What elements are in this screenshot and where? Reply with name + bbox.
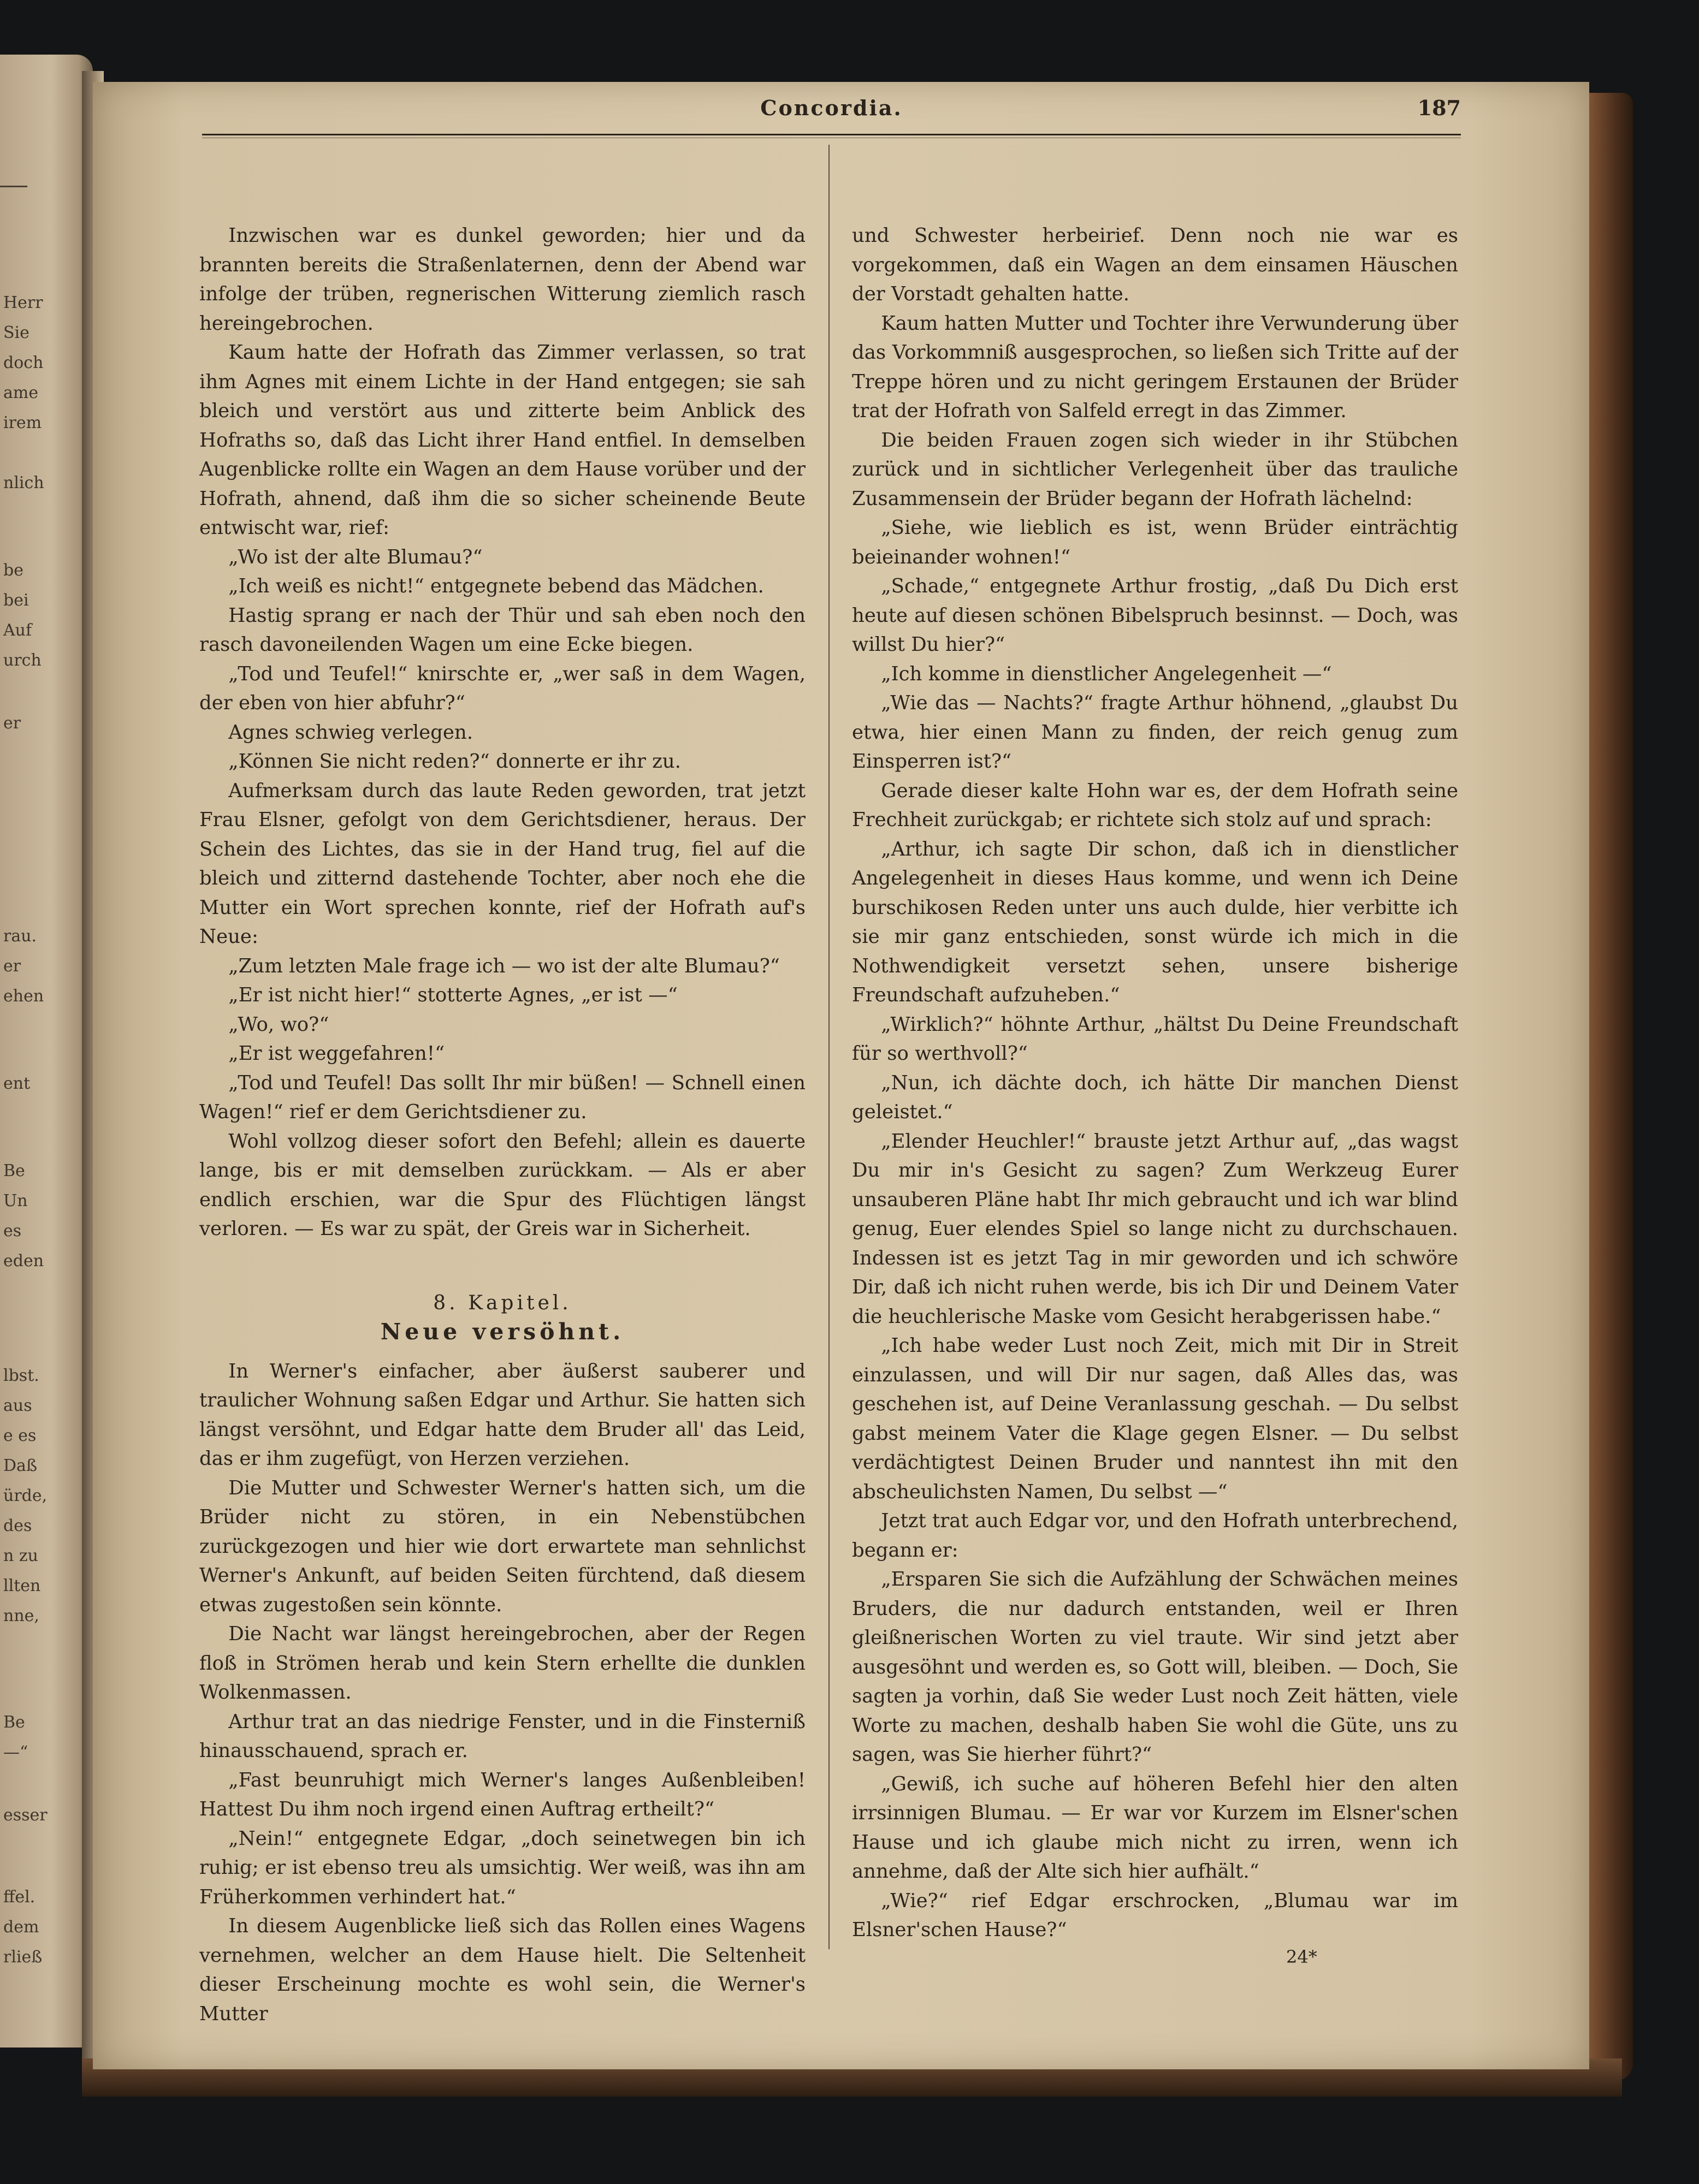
page-header xyxy=(202,96,1461,128)
paragraph: „Arthur, ich sagte Dir schon, daß ich in dienstlicher Angelegenheit in dieses Haus komme, und wenn ich Deine burschikosen Reden unter uns auch dulde, hier verbitte ich sie mir ganz entschieden, sonst würde ich mich in die Nothwendigkeit versetzt sehen, unsere bisherige Freundschaft aufzuheben.“ xyxy=(852,838,1458,1006)
paragraph: Gerade dieser kalte Hohn war es, der dem Hofrath seine Frechheit zurückgab; er richtete sich stolz auf und sprach: xyxy=(852,779,1458,831)
paragraph: „Schade,“ entgegnete Arthur frostig, „daß Du Dich erst heute auf diesen schönen Bibelspruch besinnst. — Doch, was willst Du hier?“ xyxy=(852,575,1458,656)
margin-fragment: n zu xyxy=(3,1546,38,1565)
paragraph: Wohl vollzog dieser sofort den Befehl; allein es dauerte lange, bis er mit demselben zurückkam. — Als er aber endlich erschien, war die Spur des Flüchtigen längst verloren. — Es war zu spät, der Greis war in Sicherheit. xyxy=(199,1130,806,1240)
margin-fragment: e es xyxy=(3,1426,37,1445)
paragraph: Agnes schwieg verlegen. xyxy=(228,721,473,744)
left-facing-page xyxy=(0,55,93,2048)
paragraph: „Wo ist der alte Blumau?“ xyxy=(228,545,483,568)
margin-fragment: Auf xyxy=(3,621,32,640)
margin-fragment: Sie xyxy=(3,323,29,342)
paragraph: „Wirklich?“ höhnte Arthur, „hältst Du Deine Freundschaft für so werthvoll?“ xyxy=(852,1013,1458,1065)
paragraph: „Er ist weggefahren!“ xyxy=(228,1042,445,1065)
margin-fragment: es xyxy=(3,1221,22,1241)
margin-fragment: doch xyxy=(3,353,44,372)
chapter-title: Neue versöhnt. xyxy=(380,1319,625,1345)
paragraph: „Siehe, wie lieblich es ist, wenn Brüder einträchtig beieinander wohnen!“ xyxy=(852,517,1458,568)
column-divider xyxy=(828,145,830,1949)
margin-fragment: rließ xyxy=(3,1948,43,1967)
paragraph: Jetzt trat auch Edgar vor, und den Hofrath unterbrechend, begann er: xyxy=(852,1510,1458,1562)
paragraph: Die beiden Frauen zogen sich wieder in ihr Stübchen zurück und in sichtlicher Verlegenheit über das trauliche Zusammensein der Brüder begann der Hofrath lächelnd: xyxy=(852,429,1458,510)
margin-fragment: ent xyxy=(3,1074,31,1093)
margin-fragment: llten xyxy=(3,1576,41,1595)
margin-fragment: Herr xyxy=(3,293,43,312)
margin-fragment: Be xyxy=(3,1161,25,1180)
margin-fragment: eden xyxy=(3,1251,44,1271)
paragraph: „Wie?“ rief Edgar erschrocken, „Blumau war im Elsner'schen Hause?“ xyxy=(852,1889,1458,1941)
right-text-column xyxy=(852,221,1458,1945)
paragraph: „Tod und Teufel!“ knirschte er, „wer saß in dem Wagen, der eben von hier abfuhr?“ xyxy=(199,662,806,714)
paragraph: Arthur trat an das niedrige Fenster, und in die Finsterniß hinausschauend, sprach er. xyxy=(199,1710,806,1762)
margin-fragment: nne, xyxy=(3,1606,39,1625)
paragraph: „Ich weiß es nicht!“ entgegnete bebend das Mädchen. xyxy=(228,575,764,597)
page-number: 187 xyxy=(1417,96,1461,120)
signature-mark: 24* xyxy=(1286,1946,1317,1967)
paragraph: Kaum hatte der Hofrath das Zimmer verlassen, so trat ihm Agnes mit einem Lichte in der Hand entgegen; sie sah bleich und verstört aus und zitterte beim Anblick des Hofraths so, daß das Licht ihrer Hand entfiel. In demselben Augenblicke rollte ein Wagen an dem Hause vorüber und der Hofrath, ahnend, daß ihm die so sicher scheinende Beute entwischt war, rief: xyxy=(199,341,806,539)
margin-fragment: er xyxy=(3,957,21,976)
paragraph: Kaum hatten Mutter und Tochter ihre Verwunderung über das Vorkommniß ausgesprochen, so ließen sich Tritte auf der Treppe hören und zu nicht geringem Erstaunen der Brüder trat der Hofrath von Salfeld erregt in das Zimmer. xyxy=(852,312,1458,422)
paragraph: In diesem Augenblicke ließ sich das Rollen eines Wagens vernehmen, welcher an dem Hause hielt. Die Seltenheit dieser Erscheinung mochte es wohl sein, die Werner's Mutter xyxy=(199,1915,806,2025)
margin-fragment: Daß xyxy=(3,1456,37,1475)
margin-fragment: nlich xyxy=(3,473,44,492)
margin-fragment: be xyxy=(3,561,23,580)
margin-fragment: rau. xyxy=(3,927,37,946)
margin-fragment: ürde, xyxy=(3,1486,48,1505)
running-title: Concordia. xyxy=(760,96,903,120)
margin-fragment: —“ xyxy=(3,1743,28,1762)
paragraph: „Er ist nicht hier!“ stotterte Agnes, „er ist —“ xyxy=(228,984,678,1006)
margin-fragment: irem xyxy=(3,413,42,432)
margin-fragment: esser xyxy=(3,1806,48,1825)
margin-fragment: urch xyxy=(3,651,42,670)
left-page-rule xyxy=(0,186,27,187)
paragraph: Inzwischen war es dunkel geworden; hier und da brannten bereits die Straßenlaternen, denn der Abend war infolge der trüben, regnerischen Witterung ziemlich rasch hereingebrochen. xyxy=(199,224,806,335)
margin-fragment: er xyxy=(3,714,21,733)
paragraph: „Nein!“ entgegnete Edgar, „doch seinetwegen bin ich ruhig; er ist ebenso treu als umsichtig. Wer weiß, was ihn am Früherkommen verhindert hat.“ xyxy=(199,1827,806,1908)
margin-fragment: Un xyxy=(3,1191,28,1210)
paragraph: „Ich komme in dienstlicher Angelegenheit —“ xyxy=(881,662,1332,685)
paragraph: „Ersparen Sie sich die Aufzählung der Schwächen meines Bruders, die nur dadurch entstanden, weil er Ihren gleißnerischen Worten zu viel traute. Wir sind jetzt aber ausgesöhnt und werden es, so Gott will, bleiben. — Doch, Sie sagten ja vorhin, daß Sie weder Lust noch Zeit hätten, viele Worte zu machen, deshalb haben Sie wohl die Güte, uns zu sagen, was Sie hierher führt?“ xyxy=(852,1568,1458,1766)
margin-fragment: lbst. xyxy=(3,1366,39,1385)
margin-fragment: dem xyxy=(3,1918,39,1937)
paragraph-continued: und Schwester herbeirief. Denn noch nie war es vorgekommen, daß ein Wagen an dem einsamen Häuschen der Vorstadt gehalten hatte. xyxy=(852,224,1458,305)
paragraph: Hastig sprang er nach der Thür und sah eben noch den rasch davoneilenden Wagen um eine Ecke biegen. xyxy=(199,604,806,656)
paragraph: „Elender Heuchler!“ brauste jetzt Arthur auf, „das wagst Du mir in's Gesicht zu sagen? Zum Werkzeug Eurer unsauberen Pläne habt Ihr mich gebraucht und ich war blind genug, Euer elendes Spiel so lange nicht zu durchschauen. Indessen ist es jetzt Tag in mir geworden und ich schwöre Dir, daß ich nicht ruhen werde, bis ich Dir und Deinem Vater die heuchlerische Maske vom Gesicht herabgerissen habe.“ xyxy=(852,1130,1458,1328)
paragraph: Die Mutter und Schwester Werner's hatten sich, um die Brüder nicht zu stören, in ein Nebenstübchen zurückgezogen und hier wie dort erwartete man sehnlichst Werner's Ankunft, auf beiden Seiten fürchtend, daß diesem etwas zugestoßen sein könnte. xyxy=(199,1476,806,1616)
paragraph: In Werner's einfacher, aber äußerst sauberer und traulicher Wohnung saßen Edgar und Arthur. Sie hatten sich längst versöhnt, und Edgar hatte dem Bruder all' das Leid, das er ihm zugefügt, von Herzen verziehen. xyxy=(199,1360,806,1470)
paragraph: Aufmerksam durch das laute Reden geworden, trat jetzt Frau Elsner, gefolgt von dem Gerichtsdiener, heraus. Der Schein des Lichtes, das sie in der Hand trug, fiel auf die bleich und zitternd dastehende Tochter, aber noch ehe die Mutter ein Wort sprechen konnte, rief der Hofrath auf's Neue: xyxy=(199,779,806,948)
margin-fragment: Be xyxy=(3,1713,25,1732)
paragraph: Die Nacht war längst hereingebrochen, aber der Regen floß in Strömen herab und kein Stern erhellte die dunklen Wolkenmassen. xyxy=(199,1623,806,1704)
paragraph: „Ich habe weder Lust noch Zeit, mich mit Dir in Streit einzulassen, und will Dir nur sagen, daß Alles das, was geschehen ist, auf Deine Veranlassung geschah. — Du selbst gabst meinem Vater die Klage gegen Elsner. — Du selbst verdächtigtest Deinen Bruder und nanntest ihn mit den abscheulichsten Namen, Du selbst —“ xyxy=(852,1334,1458,1503)
paragraph: „Wie das — Nachts?“ fragte Arthur höhnend, „glaubst Du etwa, hier einen Mann zu finden, der reich genug zum Einsperren ist?“ xyxy=(852,692,1458,773)
margin-fragment: aus xyxy=(3,1396,32,1415)
paragraph: „Können Sie nicht reden?“ donnerte er ihr zu. xyxy=(228,750,681,773)
paragraph: „Wo, wo?“ xyxy=(228,1013,329,1036)
paragraph: „Nun, ich dächte doch, ich hätte Dir manchen Dienst geleistet.“ xyxy=(852,1071,1458,1123)
margin-fragment: ame xyxy=(3,383,39,402)
margin-fragment: ffel. xyxy=(3,1888,35,1907)
margin-fragment: ehen xyxy=(3,987,44,1006)
paragraph: „Gewiß, ich suche auf höheren Befehl hier den alten irrsinnigen Blumau. — Er war vor Kurzem im Elsner'schen Hause und ich glaube mich nicht zu irren, wenn ich annehme, daß der Alte sich hier aufhält.“ xyxy=(852,1772,1458,1883)
header-rule xyxy=(202,134,1461,135)
left-text-column xyxy=(199,221,806,2028)
margin-fragment: bei xyxy=(3,591,29,610)
chapter-number: 8. Kapitel. xyxy=(433,1291,572,1314)
paragraph: „Tod und Teufel! Das sollt Ihr mir büßen! — Schnell einen Wagen!“ rief er dem Gerichtsdiener zu. xyxy=(199,1071,806,1123)
paragraph: „Fast beunruhigt mich Werner's langes Außenbleiben! Hattest Du ihm noch irgend einen Auftrag ertheilt?“ xyxy=(199,1768,806,1820)
paragraph: „Zum letzten Male frage ich — wo ist der alte Blumau?“ xyxy=(228,954,780,977)
margin-fragment: des xyxy=(3,1516,32,1535)
